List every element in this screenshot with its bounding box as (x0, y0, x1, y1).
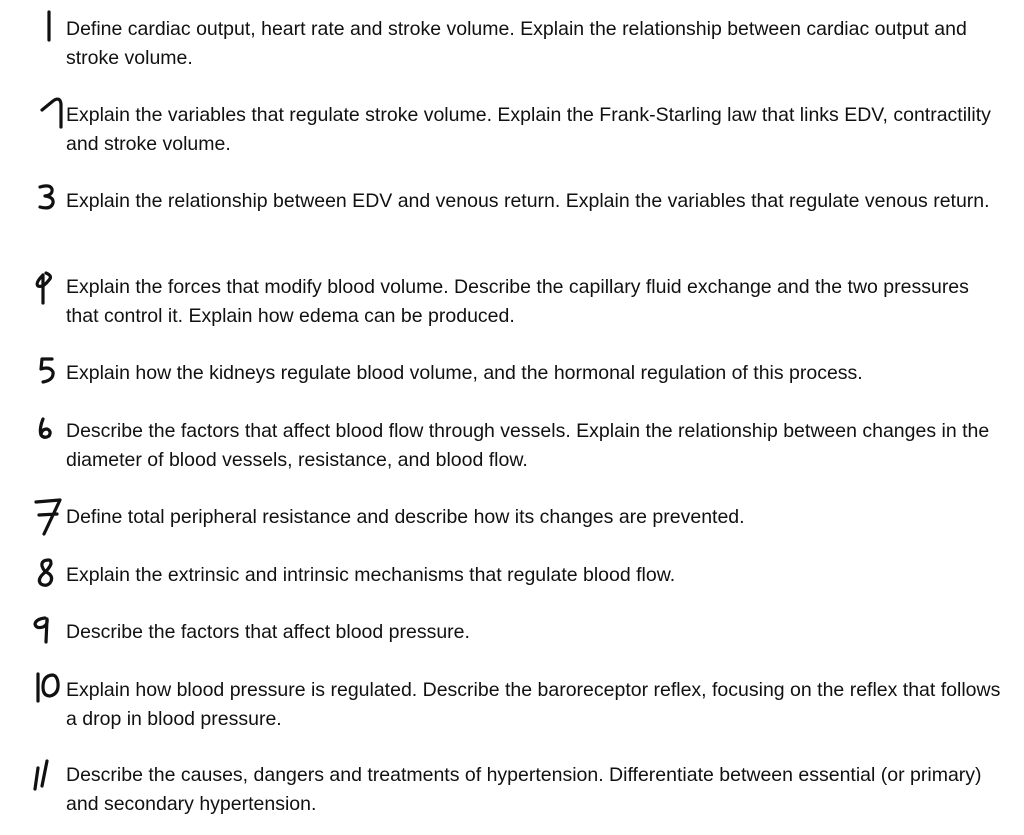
question-text-8: Explain the extrinsic and intrinsic mechanisms that regulate blood flow. (66, 564, 676, 586)
question-text-10: Explain how blood pressure is regulated. Describe the baroreceptor reflex, focusing on the reflex that follows a drop in blood pressure. (66, 679, 1001, 730)
question-text-7: Define total peripheral resistance and describe how its changes are prevented. (66, 506, 745, 528)
handwritten-number-5 (28, 353, 66, 393)
handwritten-number-7 (28, 497, 66, 537)
handwritten-number-1 (28, 9, 66, 49)
handwritten-number-8 (28, 555, 66, 595)
question-text-11: Describe the causes, dangers and treatments of hypertension. Differentiate between essential (or primary) and secondary hypertension. (66, 764, 982, 815)
question-text-6: Describe the factors that affect blood flow through vessels. Explain the relationship between changes in the diameter of blood vessels, resistance, and blood flow. (66, 420, 990, 471)
handwritten-number-2 (28, 95, 66, 135)
question-text-1: Define cardiac output, heart rate and stroke volume. Explain the relationship between cardiac output and stroke volume. (66, 18, 967, 69)
question-text-5: Explain how the kidneys regulate blood volume, and the hormonal regulation of this process. (66, 362, 863, 384)
handwritten-number-10 (28, 670, 66, 710)
question-text-4: Explain the forces that modify blood volume. Describe the capillary fluid exchange and the two pressures that control it. Explain how edema can be produced. (66, 276, 969, 327)
handwritten-number-11 (28, 755, 66, 795)
handwritten-number-3 (28, 181, 66, 221)
handwritten-number-6 (28, 411, 66, 451)
handwritten-number-9 (28, 612, 66, 652)
question-text-9: Describe the factors that affect blood pressure. (66, 621, 470, 643)
handwritten-number-4 (28, 267, 66, 307)
question-text-2: Explain the variables that regulate stroke volume. Explain the Frank-Starling law that links EDV, contractility and stroke volume. (66, 104, 991, 155)
question-text-3: Explain the relationship between EDV and venous return. Explain the variables that regulate venous return. (66, 190, 990, 212)
